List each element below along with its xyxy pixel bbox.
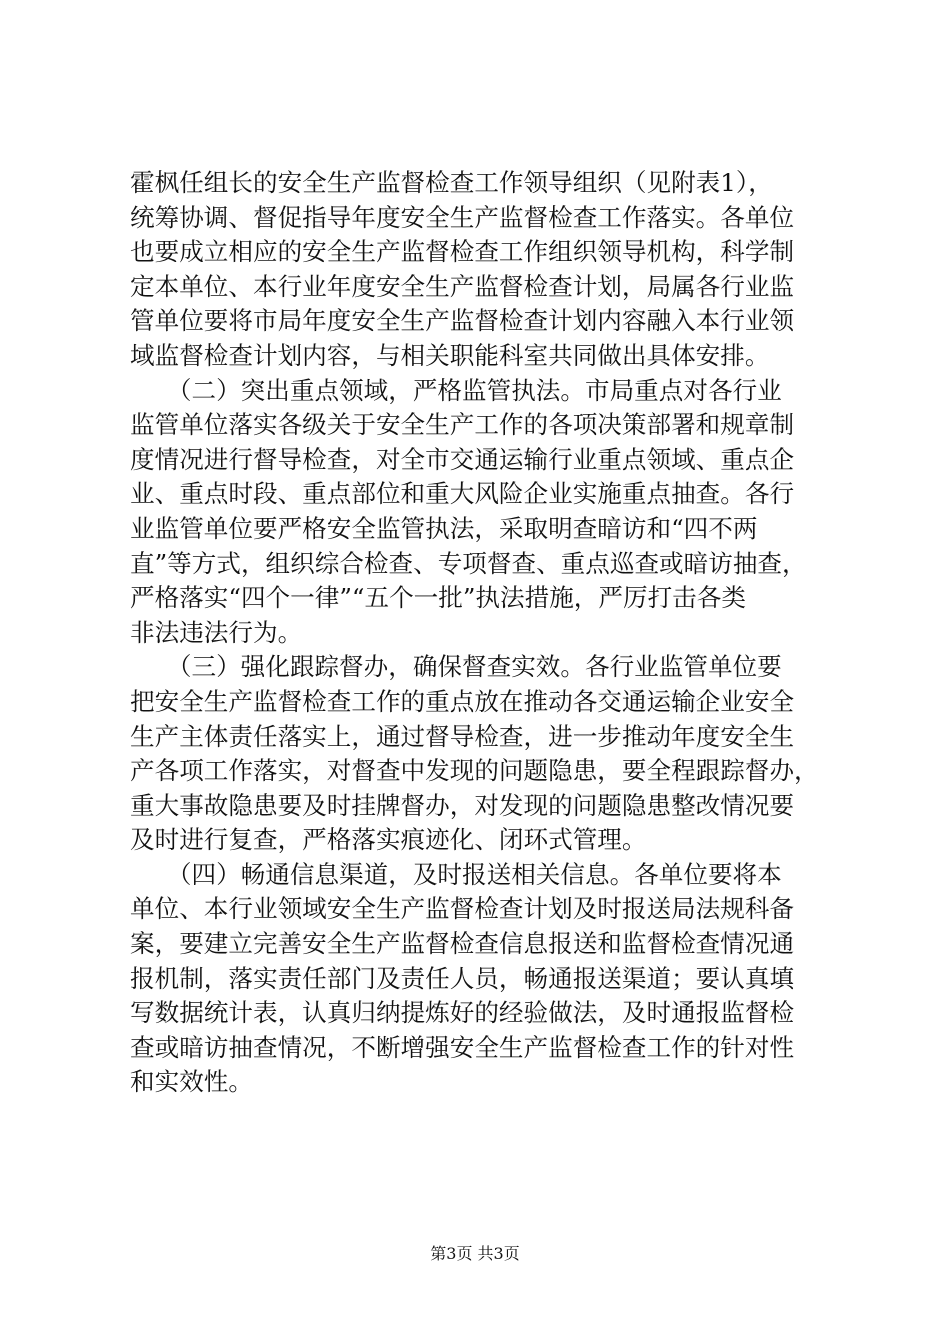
body-line: 度情况进行督导检查，对全市交通运输行业重点领域、重点企 bbox=[130, 444, 795, 474]
body-line: 严格落实“四个一律”“五个一批”执法措施，严厉打击各类 bbox=[130, 583, 746, 613]
body-line: 和实效性。 bbox=[130, 1067, 253, 1097]
body-line: 霍枫任组长的安全生产监督检查工作领导组织（见附表1）， bbox=[130, 168, 773, 197]
body-line: 业、重点时段、重点部位和重大风险企业实施重点抽查。各行 bbox=[130, 479, 795, 509]
body-line: 定本单位、本行业年度安全生产监督检查计划，局属各行业监 bbox=[130, 271, 795, 301]
page-number-footer: 第3页 共3页 bbox=[430, 1244, 520, 1263]
body-line: 及时进行复查，严格落实痕迹化、闭环式管理。 bbox=[130, 825, 647, 855]
body-line: 报机制，落实责任部门及责任人员，畅通报送渠道；要认真填 bbox=[130, 963, 795, 993]
body-line: 把安全生产监督检查工作的重点放在推动各交通运输企业安全 bbox=[130, 686, 795, 716]
body-line: 直”等方式，组织综合检查、专项督查、重点巡查或暗访抽查， bbox=[130, 548, 807, 578]
paragraph-3-heading-line: （三）强化跟踪督办，确保督查实效。各行业监管单位要 bbox=[130, 652, 782, 682]
paragraph-4-heading-line: （四）畅通信息渠道，及时报送相关信息。各单位要将本 bbox=[130, 859, 782, 889]
body-line: 产各项工作落实，对督查中发现的问题隐患，要全程跟踪督办， bbox=[130, 756, 819, 786]
body-line: 管单位要将市局年度安全生产监督检查计划内容融入本行业领 bbox=[130, 306, 795, 336]
body-line: 监管单位落实各级关于安全生产工作的各项决策部署和规章制 bbox=[130, 410, 795, 440]
document-body bbox=[130, 166, 830, 1100]
body-line: 业监管单位要严格安全监管执法，采取明查暗访和“四不两 bbox=[130, 513, 758, 543]
paragraph-2-heading-line: （二）突出重点领域，严格监管执法。市局重点对各行业 bbox=[130, 375, 782, 405]
body-line: 也要成立相应的安全生产监督检查工作组织领导机构，科学制 bbox=[130, 237, 795, 267]
body-line: 重大事故隐患要及时挂牌督办，对发现的问题隐患整改情况要 bbox=[130, 790, 795, 820]
body-line: 生产主体责任落实上，通过督导检查，进一步推动年度安全生 bbox=[130, 721, 795, 751]
body-line: 写数据统计表，认真归纳提炼好的经验做法，及时通报监督检 bbox=[130, 998, 795, 1028]
body-line: 单位、本行业领域安全生产监督检查计划及时报送局法规科备 bbox=[130, 894, 795, 924]
body-line: 查或暗访抽查情况，不断增强安全生产监督检查工作的针对性 bbox=[130, 1032, 795, 1062]
body-line: 非法违法行为。 bbox=[130, 617, 303, 647]
body-line: 案，要建立完善安全生产监督检查信息报送和监督检查情况通 bbox=[130, 929, 795, 959]
body-line: 统筹协调、督促指导年度安全生产监督检查工作落实。各单位 bbox=[130, 202, 795, 232]
body-line: 域监督检查计划内容，与相关职能科室共同做出具体安排。 bbox=[130, 340, 770, 370]
